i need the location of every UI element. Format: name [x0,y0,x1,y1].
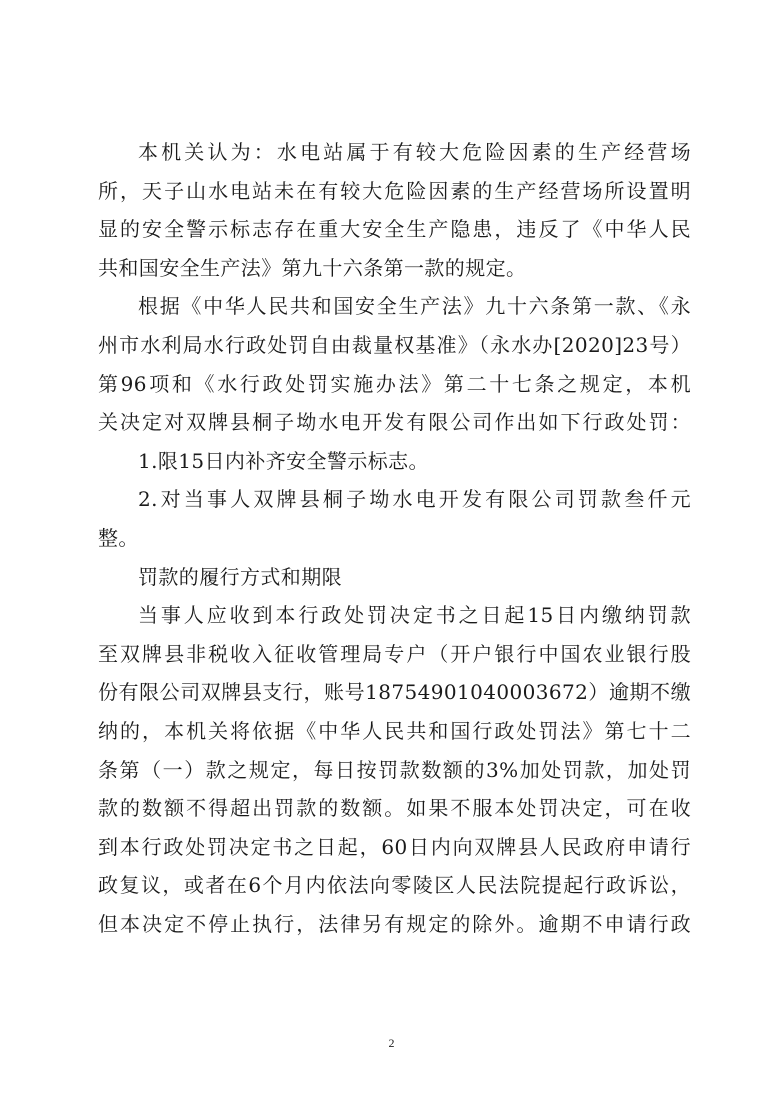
document-body [98,133,691,943]
text-line: 共和国安全生产法》第九十六条第一款的规定。 [98,255,527,280]
text-line: 本机关认为：水电站属于有较大危险因素的生产经营场 [138,140,691,164]
text-line: 当事人应收到本行政处罚决定书之日起15日内缴纳罚款 [138,603,691,628]
text-line: 到本行政处罚决定书之日起，60日内向双牌县人民政府申请行 [98,834,691,859]
text-line: 至双牌县非税收入征收管理局专户（开户银行中国农业银行股 [98,641,691,666]
text-line: 罚款的履行方式和期限 [138,564,342,589]
paragraph-penalty-item-1 [98,442,691,481]
text-line: 1.限15日内补齐安全警示标志。 [138,448,429,473]
text-line: 份有限公司双牌县支行，账号18754901040003672）逾期不缴 [98,680,691,705]
section-heading-payment [98,558,691,597]
text-line: 关决定对双牌县桐子坳水电开发有限公司作出如下行政处罚： [98,410,691,435]
paragraph-legal-basis [98,287,691,441]
text-line: 显的安全警示标志存在重大安全生产隐患，违反了《中华人民 [98,217,691,242]
paragraph-opinion [98,133,691,287]
text-line: 但本决定不停止执行，法律另有规定的除外。逾期不申请行政 [98,911,691,936]
text-line: 第96项和《水行政处罚实施办法》第二十七条之规定，本机 [98,371,691,396]
text-line: 根据《中华人民共和国安全生产法》九十六条第一款、《永 [138,294,691,319]
page-number: 2 [388,1036,395,1050]
text-line: 政复议，或者在6个月内依法向零陵区人民法院提起行政诉讼， [98,873,691,898]
text-line: 2.对当事人双牌县桐子坳水电开发有限公司罚款叁仟元 [138,487,691,512]
text-line: 州市水利局水行政处罚自由裁量权基准》（永水办[2020]23号） [98,332,691,357]
text-line: 所，天子山水电站未在有较大危险因素的生产经营场所设置明 [98,178,691,203]
text-line: 纳的，本机关将依据《中华人民共和国行政处罚法》第七十二 [98,718,691,743]
text-line: 条第（一）款之规定，每日按罚款数额的3%加处罚款，加处罚 [98,757,691,782]
paragraph-penalty-item-2 [98,480,691,557]
text-line: 款的数额不得超出罚款的数额。如果不服本处罚决定，可在收 [98,796,691,821]
text-line: 整。 [98,525,139,550]
paragraph-payment-terms [98,596,691,943]
